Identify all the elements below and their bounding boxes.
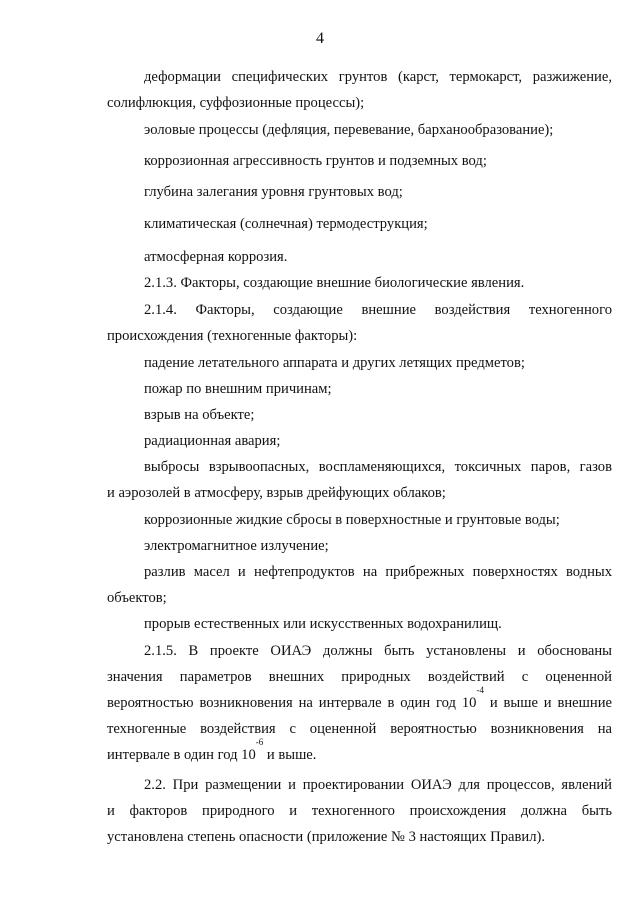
- text-segment: и выше.: [263, 747, 317, 763]
- text-line: атмосферная коррозия.: [144, 249, 288, 265]
- text-line: [107, 685, 612, 713]
- text-line: значения параметров внешних природных воздействий с оцененной: [107, 669, 612, 685]
- text-line: солифлюкция, суффозионные процессы);: [107, 95, 365, 111]
- text-segment: вероятностью возникновения на интервале в один год 10: [107, 695, 477, 711]
- text-line: разлив масел и нефтепродуктов на прибрежных поверхностях водных: [144, 564, 612, 580]
- text-line: прорыв естественных или искусственных водохранилищ.: [144, 616, 502, 632]
- text-line: техногенные воздействия с оцененной вероятностью возникновения на: [107, 721, 612, 737]
- text-line: взрыв на объекте;: [144, 407, 255, 423]
- text-line: и аэрозолей в атмосферу, взрыв дрейфующих облаков;: [107, 485, 446, 501]
- text-line: 2.1.4. Факторы, создающие внешние воздействия техногенного: [144, 302, 612, 318]
- text-line: радиационная авария;: [144, 433, 281, 449]
- text-line: [107, 737, 612, 765]
- exponent: -4: [476, 685, 484, 695]
- text-line: 2.2. При размещении и проектировании ОИАЭ для процессов, явлений: [144, 777, 612, 793]
- text-line: происхождения (техногенные факторы):: [107, 328, 358, 344]
- text-line: 2.1.5. В проекте ОИАЭ должны быть установлены и обоснованы: [144, 643, 612, 659]
- text-line: деформации специфических грунтов (карст, термокарст, разжижение,: [144, 69, 612, 85]
- text-line: климатическая (солнечная) термодеструкция;: [144, 216, 428, 232]
- text-segment: и выше и внешние: [483, 695, 612, 711]
- text-line: 2.1.3. Факторы, создающие внешние биологические явления.: [144, 275, 525, 291]
- text-line: эоловые процессы (дефляция, перевевание, барханообразование);: [144, 122, 554, 138]
- page-number: 4: [316, 30, 324, 47]
- text-line: коррозионная агрессивность грунтов и подземных вод;: [144, 153, 487, 169]
- text-line: установлена степень опасности (приложение № 3 настоящих Правил).: [107, 829, 545, 845]
- text-line: выбросы взрывоопасных, воспламеняющихся, токсичных паров, газов: [144, 459, 612, 475]
- text-line: падение летательного аппарата и других летящих предметов;: [144, 355, 525, 371]
- text-line: объектов;: [107, 590, 167, 606]
- text-line: пожар по внешним причинам;: [144, 381, 332, 397]
- text-line: глубина залегания уровня грунтовых вод;: [144, 184, 403, 200]
- text-line: электромагнитное излучение;: [144, 538, 329, 554]
- exponent: -6: [255, 737, 264, 747]
- text-line: и факторов природного и техногенного происхождения должна быть: [107, 803, 612, 819]
- text-line: коррозионные жидкие сбросы в поверхностные и грунтовые воды;: [144, 512, 560, 528]
- text-segment: интервале в один год 10: [107, 747, 256, 763]
